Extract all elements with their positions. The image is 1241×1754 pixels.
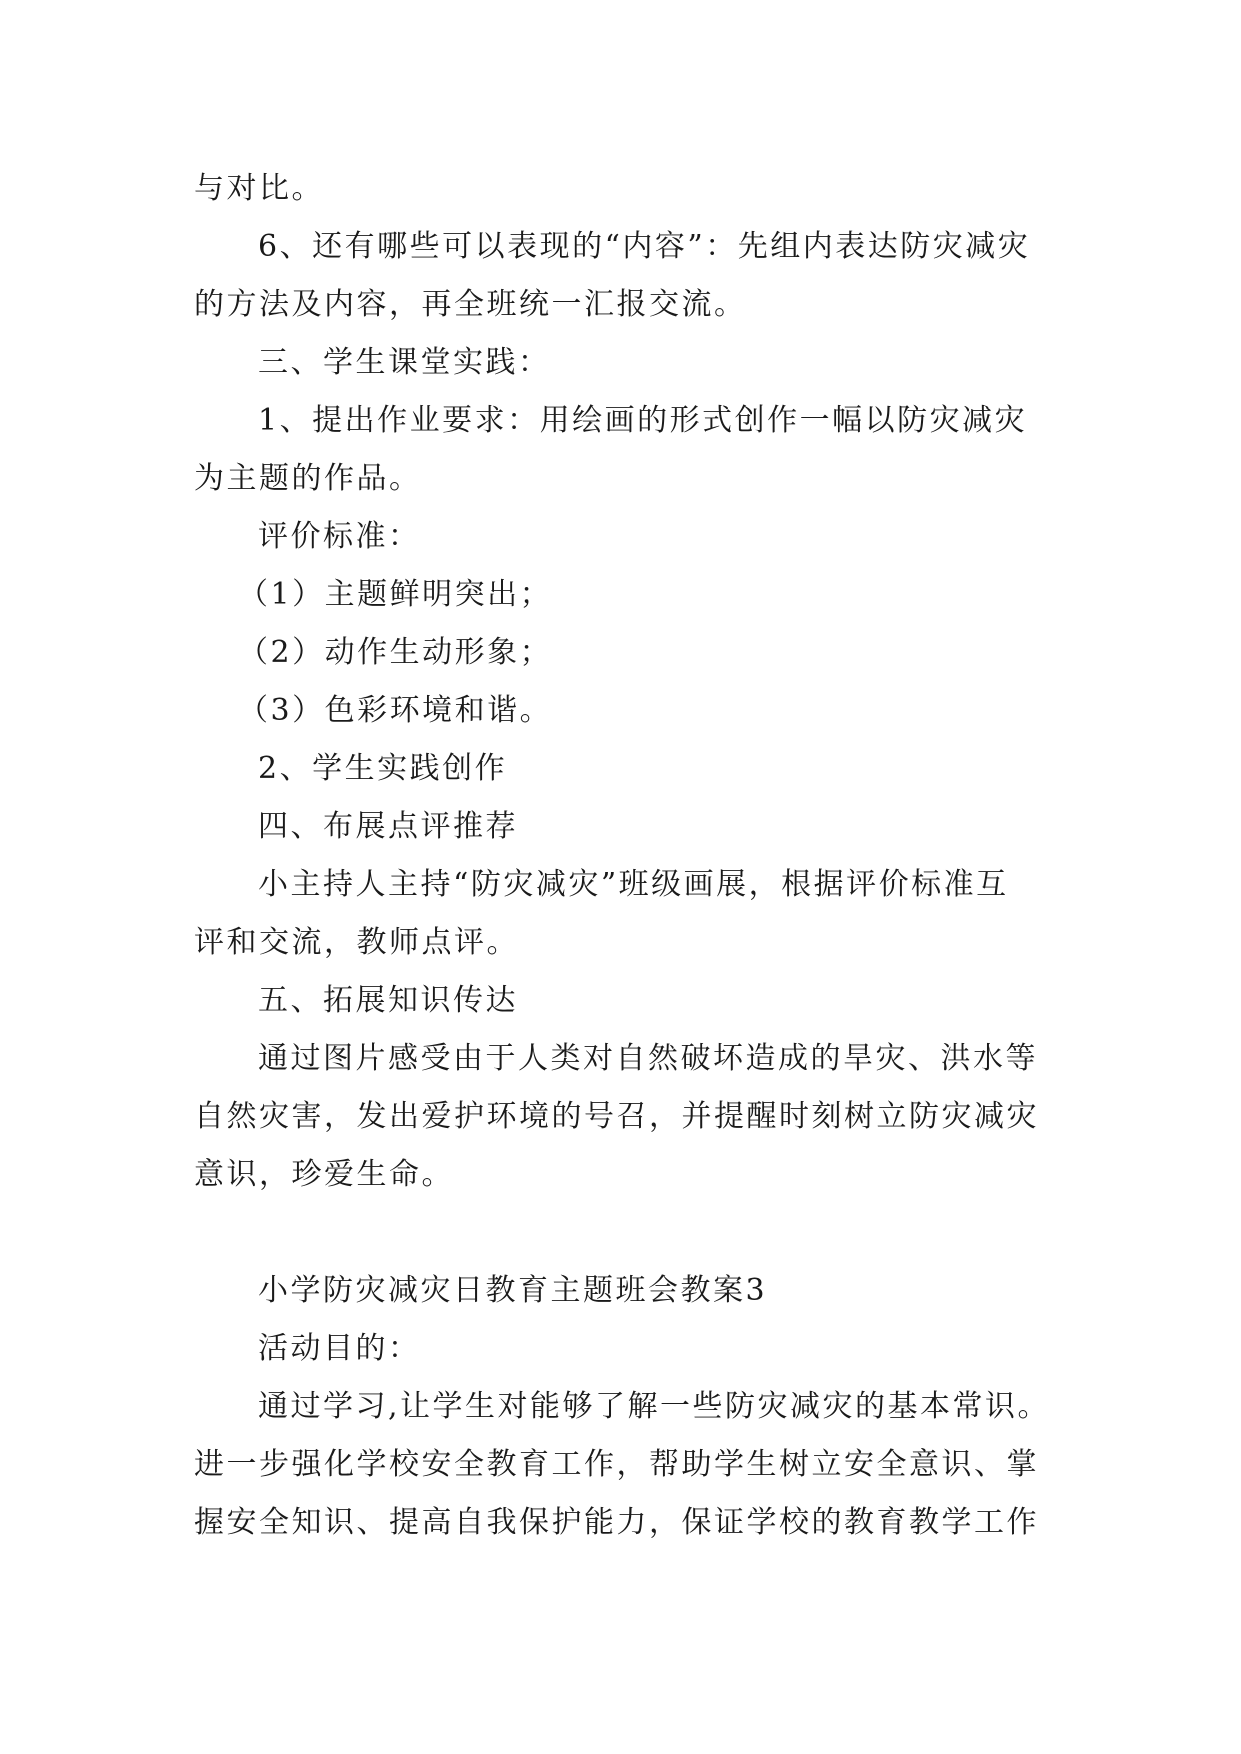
section-heading: 四、布展点评推荐 (258, 809, 518, 844)
list-item: （2）动作生动形象； (238, 635, 553, 670)
section-heading: 五、拓展知识传达 (258, 983, 518, 1018)
paragraph-line: 与对比。 (194, 171, 324, 206)
paragraph-line: 6、还有哪些可以表现的“内容”：先组内表达防灾减灾 (258, 229, 1031, 264)
paragraph-line: 小主持人主持“防灾减灾”班级画展，根据评价标准互 (258, 867, 1009, 902)
list-item: （1）主题鲜明突出； (238, 577, 553, 612)
paragraph-line: 1、提出作业要求：用绘画的形式创作一幅以防灾减灾 (258, 403, 1028, 438)
document-title: 小学防灾减灾日教育主题班会教案3 (258, 1273, 768, 1308)
section-heading: 活动目的： (258, 1331, 421, 1366)
paragraph-line: 为主题的作品。 (194, 461, 422, 496)
paragraph-line: 通过图片感受由于人类对自然破坏造成的旱灾、洪水等 (258, 1041, 1038, 1076)
paragraph-line: 评价标准： (258, 519, 421, 554)
document-body (194, 160, 1054, 1552)
blank-line (194, 1204, 1054, 1262)
paragraph-line: 2、学生实践创作 (258, 751, 508, 786)
paragraph-line: 自然灾害，发出爱护环境的号召，并提醒时刻树立防灾减灾 (194, 1099, 1039, 1134)
paragraph-line: 通过学习,让学生对能够了解一些防灾减灾的基本常识。 (258, 1389, 1051, 1424)
paragraph-line: 意识，珍爱生命。 (194, 1157, 454, 1192)
paragraph-line: 进一步强化学校安全教育工作，帮助学生树立安全意识、掌 (194, 1447, 1039, 1482)
list-item: （3）色彩环境和谐。 (238, 693, 553, 728)
paragraph-line: 评和交流，教师点评。 (194, 925, 519, 960)
section-heading: 三、学生课堂实践： (258, 345, 551, 380)
paragraph-line: 握安全知识、提高自我保护能力，保证学校的教育教学工作 (194, 1505, 1039, 1540)
paragraph-line: 的方法及内容，再全班统一汇报交流。 (194, 287, 747, 322)
